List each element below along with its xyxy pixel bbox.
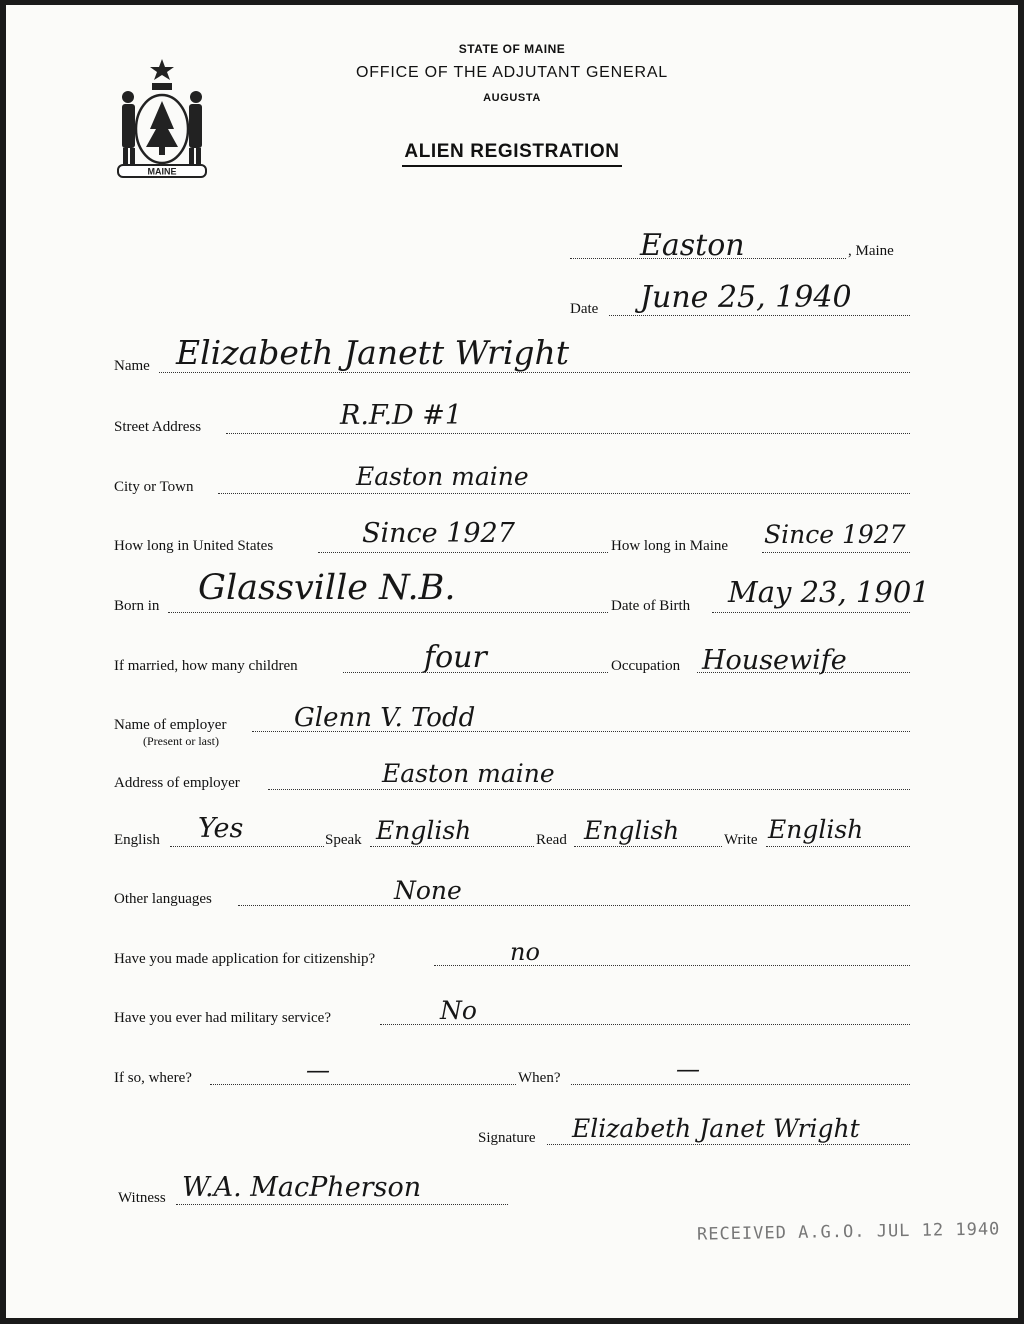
date-label: Date [570, 301, 599, 317]
occupation-label: Occupation [611, 658, 681, 674]
signature-label: Signature [478, 1130, 536, 1146]
employer-label: Name of employer [114, 717, 227, 733]
how-long-maine-value[interactable]: Since 1927 [764, 520, 906, 549]
date-value[interactable]: June 25, 1940 [640, 280, 852, 315]
when-label: When? [518, 1070, 561, 1086]
town-value[interactable]: Easton [640, 228, 745, 263]
write-label: Write [724, 832, 758, 848]
header-city: AUGUSTA [483, 92, 541, 104]
dob-label: Date of Birth [611, 598, 691, 614]
employer-address-value[interactable]: Easton maine [382, 759, 555, 788]
town-label: , Maine [848, 243, 894, 259]
dob-value[interactable]: May 23, 1901 [728, 575, 930, 609]
employer-address-label: Address of employer [114, 775, 240, 791]
military-label: Have you ever had military service? [114, 1010, 331, 1026]
born-value[interactable]: Glassville N.B. [198, 568, 456, 608]
write-value[interactable]: English [768, 815, 864, 844]
how-long-us-label: How long in United States [114, 538, 274, 554]
employer-value[interactable]: Glenn V. Todd [294, 703, 476, 733]
witness-label: Witness [118, 1190, 166, 1206]
header-state: STATE OF MAINE [458, 42, 566, 56]
name-value[interactable]: Elizabeth Janett Wright [176, 333, 570, 372]
when-value[interactable]: — [676, 1055, 700, 1083]
children-value[interactable]: four [424, 640, 487, 675]
employer-sublabel: (Present or last) [143, 734, 219, 748]
citizenship-value[interactable]: no [510, 938, 540, 966]
speak-label: Speak [325, 832, 362, 848]
occupation-value[interactable]: Housewife [702, 645, 847, 676]
read-label: Read [536, 832, 567, 848]
english-label: English [114, 832, 160, 848]
english-value[interactable]: Yes [198, 813, 244, 844]
name-label: Name [114, 358, 150, 374]
city-label: City or Town [114, 479, 194, 495]
military-value[interactable]: No [440, 996, 477, 1025]
signature-value[interactable]: Elizabeth Janet Wright [572, 1114, 860, 1143]
where-value[interactable]: — [306, 1056, 330, 1084]
how-long-maine-label: How long in Maine [611, 538, 729, 554]
other-languages-label: Other languages [114, 891, 212, 907]
city-value[interactable]: Easton maine [356, 462, 529, 491]
citizenship-label: Have you made application for citizenship? [114, 951, 376, 967]
form-title: ALIEN REGISTRATION [0, 141, 1024, 163]
speak-value[interactable]: English [376, 816, 472, 845]
how-long-us-value[interactable]: Since 1927 [362, 518, 515, 549]
born-label: Born in [114, 598, 160, 614]
other-languages-value[interactable]: None [394, 876, 462, 905]
street-label: Street Address [114, 419, 202, 435]
seal-banner: MAINE [147, 166, 177, 177]
witness-value[interactable]: W.A. MacPherson [182, 1172, 422, 1203]
read-value[interactable]: English [584, 816, 680, 845]
where-label: If so, where? [114, 1070, 192, 1086]
received-stamp: RECEIVED A.G.O. JUL 12 1940 [696, 1219, 1001, 1245]
header-office: OFFICE OF THE ADJUTANT GENERAL [355, 64, 669, 81]
children-label: If married, how many children [114, 658, 298, 674]
street-value[interactable]: R.F.D #1 [340, 400, 463, 431]
